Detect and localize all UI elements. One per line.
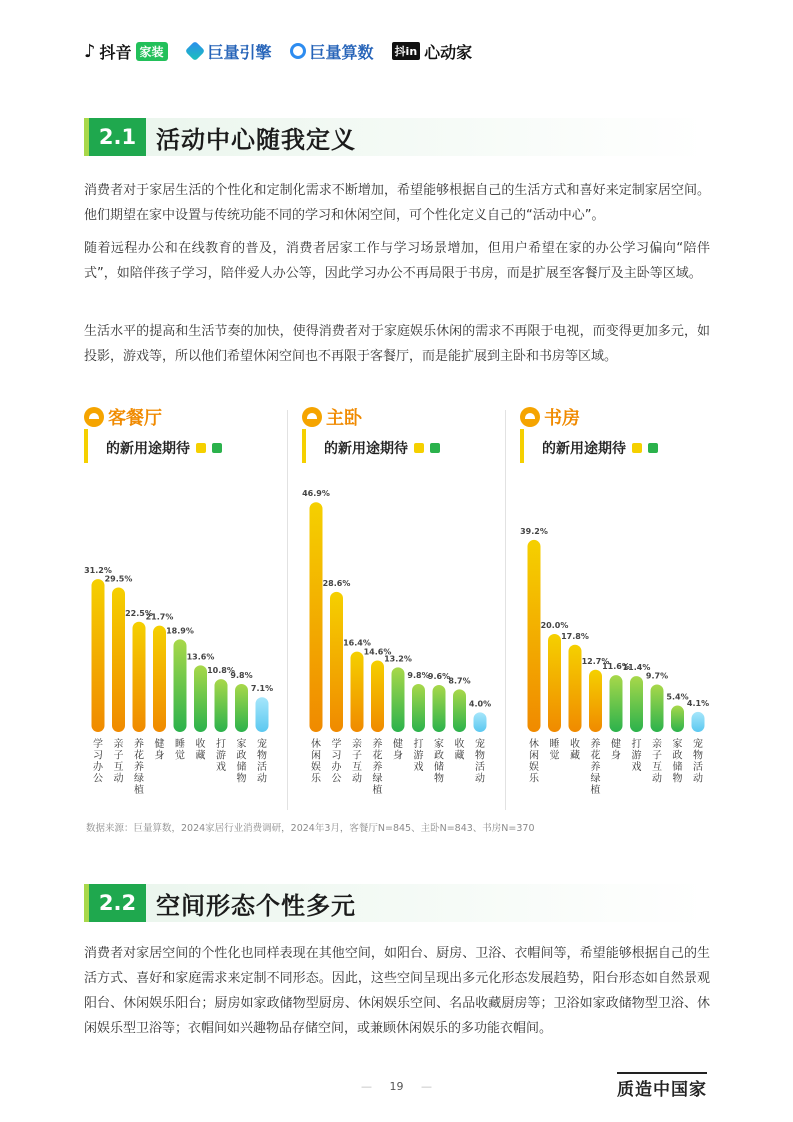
bar [392, 667, 405, 732]
accent-line [302, 429, 306, 463]
bar [548, 634, 561, 732]
chart-study [520, 398, 730, 808]
bar [112, 587, 125, 732]
category-label: 宠物活动 [693, 739, 703, 785]
category-label: 休闲娱乐 [311, 739, 321, 785]
green-square-icon [430, 443, 440, 453]
yellow-square-icon [632, 443, 642, 453]
bar-value-label: 21.7% [145, 612, 174, 622]
category-label: 打游戏 [413, 739, 424, 773]
yellow-square-icon [196, 443, 206, 453]
bar-value-label: 9.8% [230, 670, 253, 680]
xindongjia-text: 心动家 [424, 42, 473, 62]
page-dash-left: — [361, 1080, 372, 1093]
bar-value-label: 39.2% [520, 526, 548, 536]
bar [235, 684, 248, 732]
category-label: 宠物活动 [475, 739, 485, 785]
bar-value-label: 22.5% [125, 608, 153, 618]
category-label: 养花养绿植 [372, 739, 383, 796]
category-label: 养花养绿植 [590, 739, 601, 796]
bar-value-label: 4.1% [686, 698, 710, 708]
bar [330, 592, 343, 732]
usage-heading [324, 438, 440, 458]
section-title: 活动中心随我定义 [156, 125, 356, 154]
bar [310, 502, 323, 732]
category-label: 休闲娱乐 [529, 739, 539, 785]
green-square-icon [212, 443, 222, 453]
category-label: 健身 [611, 739, 621, 762]
bar-chart-svg [84, 470, 294, 806]
book-icon [520, 407, 540, 427]
category-label: 收藏 [195, 739, 206, 762]
bar [630, 676, 643, 732]
green-square-icon [648, 443, 658, 453]
paragraph-1: 消费者对于家居生活的个性化和定制化需求不断增加，希望能够根据自己的生活方式和喜好来定制家居空间。他们期望在家中设置与传统功能不同的学习和休闲空间，可个性化定义自己的“活动中心”。 [84, 183, 710, 223]
bar-value-label: 10.8% [207, 666, 235, 676]
ocean-arithmetic-icon [290, 43, 306, 59]
bar-value-label: 5.4% [666, 692, 689, 702]
bed-icon [302, 407, 322, 427]
ocean-engine-logo [186, 40, 272, 63]
bar-value-label: 13.2% [384, 654, 412, 664]
category-label: 收藏 [570, 739, 580, 762]
bar [651, 684, 664, 732]
bar [153, 626, 166, 732]
category-label: 打游戏 [216, 739, 226, 773]
xindongjia-logo [392, 40, 473, 63]
room-name: 主卧 [326, 408, 362, 429]
category-label: 亲子互动 [652, 739, 662, 785]
bar [692, 712, 705, 732]
bar [569, 645, 582, 732]
bar-value-label: 20.0% [540, 621, 569, 630]
douyin-logo-text: 抖音 [99, 42, 132, 62]
brand-logo: 质造中国家 [617, 1072, 707, 1100]
page-dash-right: — [421, 1080, 432, 1093]
section-header-2-1 [84, 118, 704, 156]
header-logos [84, 38, 472, 64]
ocean-arithmetic-text: 巨量算数 [309, 42, 374, 62]
bar [610, 675, 623, 732]
paragraph-3: 生活水平的提高和生活节奏的加快，使得消费者对于家庭娱乐休闲的需求不再限于电视，而变得更加多元，如投影，游戏等，所以他们希望休闲空间也不再限于客餐厅，而是能扩展到主卧和书房等区域。 [84, 324, 710, 364]
section-title: 空间形态个性多元 [156, 891, 356, 920]
category-label: 打游戏 [631, 739, 642, 773]
bar-value-label: 14.6% [363, 647, 392, 657]
ocean-arithmetic-logo [290, 40, 374, 63]
usage-heading [542, 438, 658, 458]
bar [433, 685, 446, 732]
yellow-square-icon [414, 443, 424, 453]
usage-label: 的新用途期待 [106, 441, 190, 457]
category-label: 宠物活动 [257, 739, 267, 785]
douin-tag: 抖in [392, 42, 421, 60]
usage-heading [106, 438, 222, 458]
bar [92, 579, 105, 732]
douyin-note-icon: ♪ [84, 40, 96, 62]
bar [528, 540, 541, 732]
room-name: 书房 [544, 408, 580, 429]
bar-value-label: 12.7% [581, 656, 610, 666]
category-label: 家政储物 [434, 739, 444, 785]
chart-divider [287, 410, 288, 810]
bar [474, 712, 487, 732]
bar-value-label: 28.6% [322, 578, 351, 588]
bar-value-label: 11.4% [622, 663, 651, 673]
chart-divider [505, 410, 506, 810]
paragraph-2: 随着远程办公和在线教育的普及，消费者居家工作与学习场景增加，但用户希望在家的办公学习偏向“陪伴式”，如陪伴孩子学习，陪伴爱人办公等，因此学习办公不再局限于书房，而是扩展至客餐厅及主卧等区域。 [84, 241, 710, 281]
usage-label: 的新用途期待 [542, 441, 626, 457]
bar-value-label: 11.6% [602, 662, 630, 672]
accent-line [84, 429, 88, 463]
chart-living-room [84, 398, 294, 808]
paragraph-section2: 消费者对家居空间的个性化也同样表现在其他空间，如阳台、厨房、卫浴、衣帽间等，希望能够根据自己的生活方式、喜好和家庭需求来定制不同形态。因此，这些空间呈现出多元化形态发展趋势，阳台形态如自然景观阳台、休闲娱乐阳台；厨房如家政储物型厨房、休闲娱乐空间、名品收藏厨房等；卫浴如家政储物型卫浴、休闲娱乐型卫浴等；衣帽间如兴趣物品存储空间，或兼顾休闲娱乐的多功能衣帽间。 [84, 946, 710, 1036]
room-title [302, 404, 362, 430]
bar-value-label: 4.0% [468, 699, 492, 709]
bar-value-label: 29.5% [104, 574, 133, 584]
category-label: 学习办公 [331, 739, 342, 785]
bar-chart-svg [302, 470, 512, 806]
category-label: 亲子互动 [352, 739, 362, 785]
source-note: 数据来源：巨量算数，2024家居行业消费调研，2024年3月，客餐厅N=845、主卧N=843、书房N=370 [86, 823, 535, 834]
ocean-engine-text: 巨量引擎 [207, 42, 272, 62]
bar [453, 689, 466, 732]
room-title [520, 404, 580, 430]
ocean-engine-icon [184, 41, 204, 61]
section-number: 2.1 [84, 118, 146, 156]
accent-line [520, 429, 524, 463]
bar [371, 660, 384, 732]
category-label: 睡觉 [549, 739, 560, 762]
bar-value-label: 31.2% [84, 566, 112, 576]
bar-value-label: 7.1% [250, 684, 274, 694]
bar [215, 679, 228, 732]
category-label: 家政储物 [236, 739, 247, 785]
bar-value-label: 17.8% [561, 631, 589, 641]
bar [589, 670, 602, 732]
bar-value-label: 13.6% [186, 652, 215, 662]
usage-label: 的新用途期待 [324, 441, 408, 457]
bar-value-label: 16.4% [343, 638, 371, 648]
bar [671, 706, 684, 732]
category-label: 亲子互动 [113, 739, 124, 785]
bar [351, 652, 364, 732]
category-label: 健身 [393, 739, 403, 762]
sofa-icon [84, 407, 104, 427]
bar [133, 622, 146, 732]
bar-value-label: 18.9% [166, 626, 194, 636]
bar [194, 665, 207, 732]
category-label: 健身 [154, 739, 165, 762]
bar-value-label: 9.6% [427, 671, 451, 681]
bar-value-label: 9.8% [407, 670, 430, 680]
page-number: 19 [389, 1080, 404, 1093]
bar-value-label: 8.7% [448, 676, 471, 686]
category-label: 睡觉 [175, 739, 185, 762]
bar [174, 639, 187, 732]
douyin-home-logo [84, 40, 168, 63]
section-number: 2.2 [84, 884, 146, 922]
room-title [84, 404, 162, 430]
bar [256, 697, 269, 732]
category-label: 养花养绿植 [134, 739, 144, 796]
chart-master-bedroom [302, 398, 512, 808]
room-name: 客餐厅 [108, 408, 162, 429]
category-label: 家政储物 [672, 739, 683, 785]
bar-value-label: 46.9% [302, 489, 330, 499]
category-label: 学习办公 [93, 739, 103, 785]
home-badge: 家装 [136, 42, 168, 61]
category-label: 收藏 [454, 739, 465, 762]
bar-value-label: 9.7% [645, 671, 669, 681]
bar [412, 684, 425, 732]
bar-chart-svg [520, 470, 730, 806]
section-header-2-2 [84, 884, 704, 922]
